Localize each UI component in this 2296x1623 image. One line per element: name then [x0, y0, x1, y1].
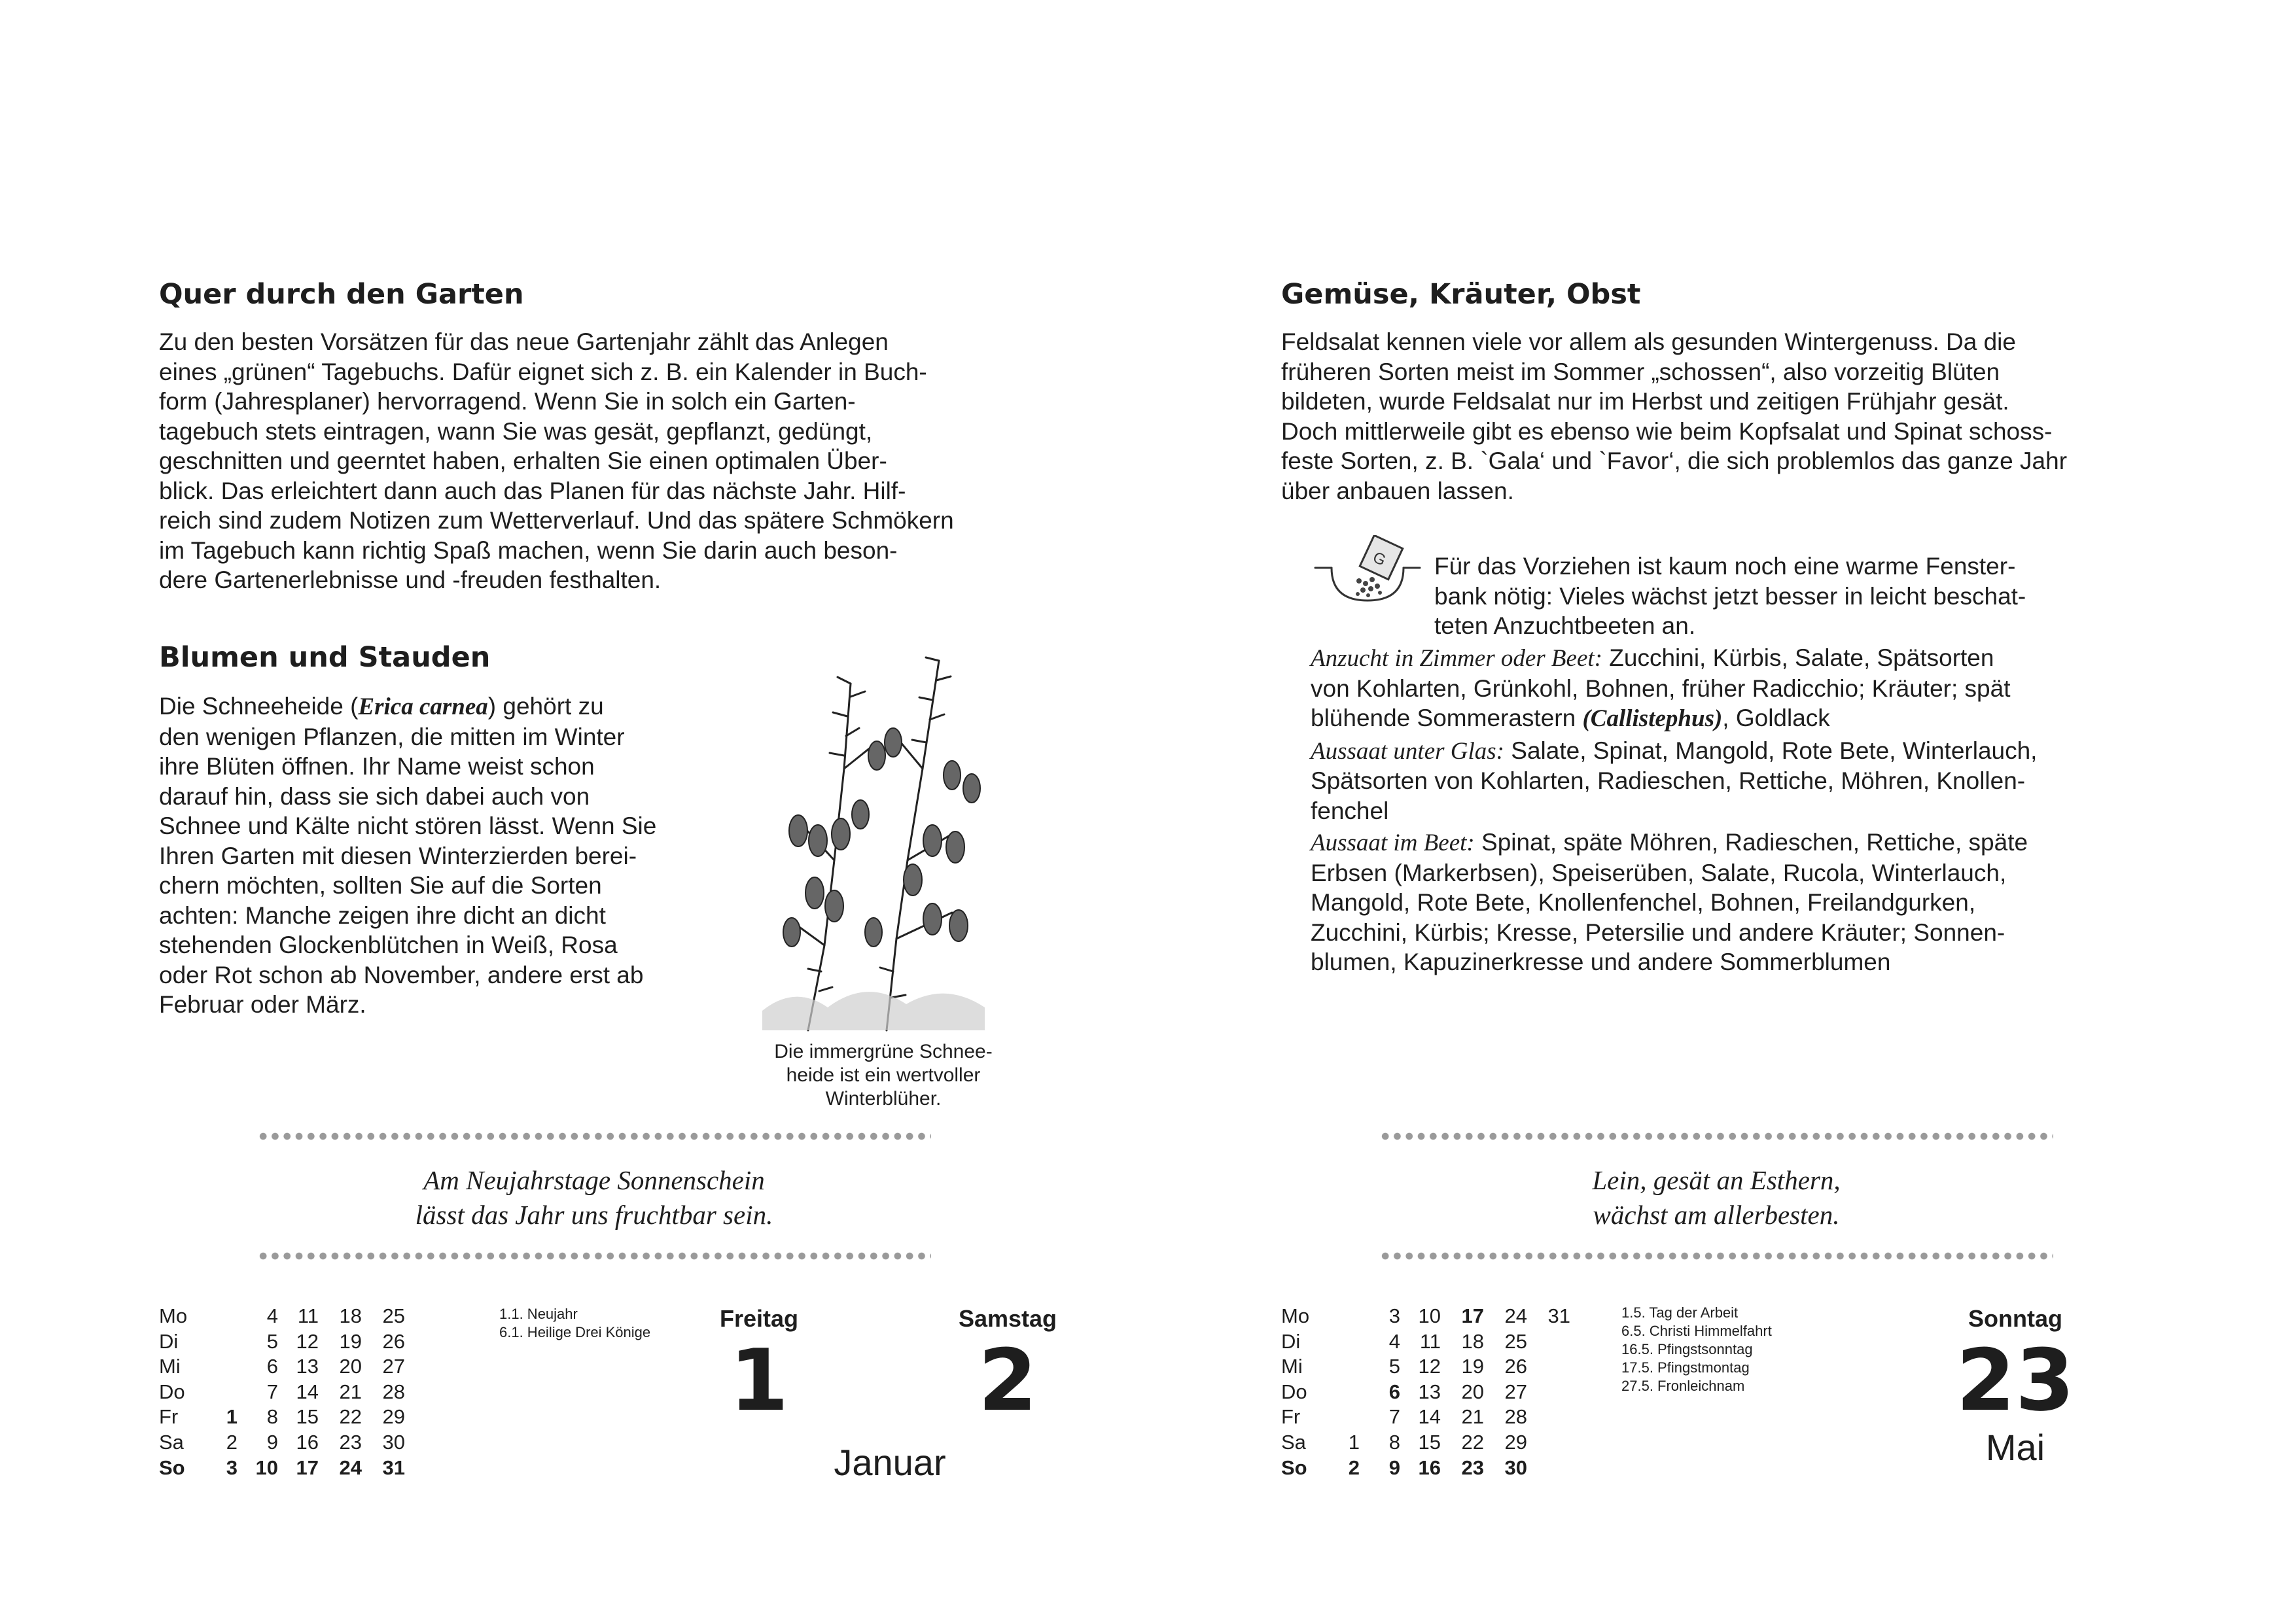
calendar-day: 31	[382, 1456, 405, 1479]
text-line: teten Anzuchtbeeten an.	[1434, 612, 1696, 639]
calendar-day: 7	[266, 1380, 278, 1403]
text-line: Doch mittlerweile gibt es ebenso wie beim Kopfsalat und Spinat schoss-	[1281, 417, 2053, 445]
weekday-sonntag: Sonntag	[1968, 1305, 2062, 1332]
garden-paragraph	[159, 327, 954, 595]
calendar-day: 15	[1418, 1430, 1441, 1454]
text-line: Februar oder März.	[159, 991, 366, 1018]
calendar-day	[1527, 1354, 1570, 1380]
sowing-list: Anzucht in Zimmer oder Beet: Zucchini, Kürbis, Salate, Spätsorten von Kohlarten, Grünkohl, Bohnen, früher Radicchio; Kräuter; spät blühende Sommerastern (Callistephus), Goldlack Aussaat unter Glas: Salate, Spinat, Mangold, Rote Bete, Winterlauch, Spätsorten von Kohlarten, Radieschen, Rettiche, Möhren, Knollen- fenchel Aussaat im Beet: Spinat, späte Möhren, Radieschen, Rettiche, späte Erbsen (Markerbsen), Speiserüben, Salate, Rucola, Winterlauch, Mangold, Rote Bete, Knollenfenchel, Bohnen, Freilandgurken, Zucchini, Kürbis; Kresse, Petersilie und andere Kräuter; Sonnen- blumen, Kapuzinerkresse und andere Sommerblumen	[1311, 643, 2037, 977]
calendar-day: 27	[1504, 1380, 1527, 1403]
calendar-day	[1347, 1354, 1360, 1380]
text-line: Zu den besten Vorsätzen für das neue Gartenjahr zählt das Anlegen	[159, 328, 889, 355]
dotted-divider-bottom-left	[257, 1252, 931, 1260]
calendar-day: 24	[339, 1456, 362, 1479]
text-line: tagebuch stets eintragen, wann Sie was gesät, gepflanzt, gedüngt,	[159, 417, 873, 445]
text-line: feste Sorten, z. B. `Gala‘ und `Favor‘, die sich problemlos das ganze Jahr	[1281, 447, 2068, 474]
calendar-day: 14	[1418, 1405, 1441, 1429]
date-number-23: 23	[1956, 1331, 2075, 1430]
text-line: geschnitten und geerntet haben, erhalten Sie einen optimalen Über-	[159, 447, 887, 474]
calendar-day: 2	[1348, 1456, 1360, 1479]
calendar-day: 23	[339, 1430, 362, 1454]
calendar-day	[224, 1329, 238, 1355]
calendar-day	[1527, 1456, 1570, 1481]
proverb-right	[1379, 1163, 2053, 1232]
calendar-day	[1527, 1405, 1570, 1430]
calendar-day: 22	[1461, 1430, 1484, 1454]
calendar-day: 30	[382, 1430, 405, 1454]
date-number-2: 2	[978, 1331, 1038, 1430]
text-line: dere Gartenerlebnisse und -freuden festhalten.	[159, 567, 662, 593]
calendar-day: 17	[296, 1456, 319, 1479]
calendar-day: 13	[296, 1355, 319, 1378]
text-line: bildeten, wurde Feldsalat nur im Herbst und zeitigen Frühjahr gesät.	[1281, 388, 2009, 415]
calendar-day: 29	[1504, 1430, 1527, 1454]
text-line: Erbsen (Markerbsen), Speiserüben, Salate, Rucola, Winterlauch,	[1311, 859, 2007, 886]
calendar-day: 6	[266, 1355, 278, 1378]
weekday-samstag: Samstag	[958, 1305, 1057, 1332]
weekday-label: Mo	[159, 1304, 188, 1327]
calendar-day: 18	[1461, 1329, 1484, 1353]
text-line: achten: Manche zeigen ihre dicht an dicht	[159, 901, 606, 929]
calendar-row	[159, 1456, 405, 1481]
svg-text:G: G	[1369, 548, 1389, 570]
holiday-list-may	[1621, 1304, 1772, 1395]
calendar-day: 8	[1388, 1430, 1400, 1454]
calendar-row	[1281, 1354, 1570, 1380]
text-line: form (Jahresplaner) hervorragend. Wenn Sie in solch ein Garten-	[159, 388, 856, 415]
calendar-row	[159, 1304, 405, 1329]
calendar-day: 12	[1418, 1355, 1441, 1378]
weekday-label: Fr	[159, 1405, 179, 1429]
caption-line: heide ist ein wertvoller	[786, 1064, 981, 1086]
text-line: den wenigen Pflanzen, die mitten im Winter	[159, 723, 625, 750]
calendar-day: 10	[1418, 1304, 1441, 1327]
calendar-day	[1347, 1405, 1360, 1430]
calendar-day: 30	[1504, 1456, 1527, 1479]
weekday-label: Mo	[1281, 1304, 1310, 1327]
calendar-day: 26	[382, 1329, 405, 1353]
calendar-day: 31	[1547, 1304, 1570, 1327]
calendar-day: 4	[1388, 1329, 1400, 1353]
text-line: blick. Das erleichtert dann auch das Planen für das nächste Jahr. Hilf-	[159, 477, 906, 504]
text-line: Mangold, Rote Bete, Knollenfenchel, Bohnen, Freilandgurken,	[1311, 889, 1976, 916]
weekday-label: Mi	[1281, 1355, 1303, 1378]
weekday-label: Fr	[1281, 1405, 1301, 1429]
heather-paragraph: Die Schneeheide (Erica carnea) gehört zu den wenigen Pflanzen, die mitten im Winter ihre Blüten öffnen. Ihr Name weist schon darauf hin, dass sie sich dabei auch von Schnee und Kälte nicht stören lässt. Wenn Sie Ihren Garten mit diesen Winterzierden berei- chern möchten, sollten Sie auf die Sorten achten: Manche zeigen ihre dicht an dicht stehenden Glockenblütchen in Weiß, Rosa oder Rot schon ab November, andere erst ab Februar oder März.	[159, 691, 656, 1020]
calendar-day: 10	[255, 1456, 278, 1479]
dotted-divider-bottom-right	[1379, 1252, 2053, 1260]
proverb-line: Am Neujahrstage Sonnenschein	[423, 1165, 765, 1195]
proverb-line: lässt das Jahr uns fruchtbar sein.	[415, 1200, 773, 1230]
caption-line: Die immergrüne Schnee-	[774, 1041, 993, 1062]
text-line: Für das Vorziehen ist kaum noch eine warme Fenster-	[1434, 553, 2016, 580]
calendar-row	[1281, 1456, 1570, 1481]
weekday-label: So	[1281, 1456, 1307, 1479]
calendar-day: 22	[339, 1405, 362, 1429]
heading-gemuese-kraeuter-obst: Gemüse, Kräuter, Obst	[1281, 278, 1641, 311]
holiday-item: 6.1. Heilige Drei Könige	[499, 1324, 651, 1340]
calendar-row	[1281, 1329, 1570, 1355]
month-januar: Januar	[834, 1442, 946, 1483]
calendar-day: 28	[1504, 1405, 1527, 1429]
calendar-day: 7	[1388, 1405, 1400, 1429]
mini-calendar-may	[1281, 1304, 1570, 1480]
text-line: im Tagebuch kann richtig Spaß machen, wenn Sie darin auch beson-	[159, 536, 898, 564]
heather-caption	[746, 1040, 1021, 1111]
text-line: reich sind zudem Notizen zum Wetterverlauf. Und das spätere Schmökern	[159, 507, 954, 534]
weekday-label: Di	[1281, 1329, 1301, 1353]
calendar-row	[1281, 1380, 1570, 1405]
text-line: stehenden Glockenblütchen in Weiß, Rosa	[159, 932, 618, 958]
calendar-row	[1281, 1304, 1570, 1329]
calendar-day: 26	[1504, 1355, 1527, 1378]
vegetable-paragraph	[1281, 327, 2067, 506]
calendar-row	[159, 1405, 405, 1430]
weekday-freitag: Freitag	[719, 1305, 799, 1332]
proverb-line: Lein, gesät an Esthern,	[1592, 1165, 1841, 1195]
dotted-divider-top-left	[257, 1132, 931, 1140]
calendar-day: 8	[266, 1405, 278, 1429]
calendar-day: 19	[1461, 1355, 1484, 1378]
calendar-row	[159, 1329, 405, 1355]
calendar-row	[159, 1354, 405, 1380]
calendar-row	[159, 1430, 405, 1456]
heading-blumen-und-stauden: Blumen und Stauden	[159, 641, 491, 674]
text-line: über anbauen lassen.	[1281, 477, 1514, 504]
text-line: früheren Sorten meist im Sommer „schossen“, also vorzeitig Blüten	[1281, 358, 2000, 385]
calendar-day: 21	[1461, 1405, 1484, 1429]
calendar-day: 18	[339, 1304, 362, 1327]
proverb-line: wächst am allerbesten.	[1593, 1200, 1840, 1230]
calendar-day: 24	[1504, 1304, 1527, 1327]
holiday-item: 27.5. Fronleichnam	[1621, 1378, 1745, 1394]
calendar-day: 11	[1419, 1329, 1441, 1353]
calendar-day: 1	[226, 1405, 238, 1429]
calendar-day: 19	[339, 1329, 362, 1353]
calendar-day	[224, 1354, 238, 1380]
calendar-day: 25	[1504, 1329, 1527, 1353]
calendar-day: 16	[1418, 1456, 1441, 1479]
weekday-label: Di	[159, 1329, 179, 1353]
calendar-day: 5	[266, 1329, 278, 1353]
calendar-day	[224, 1304, 238, 1329]
calendar-day	[1347, 1329, 1360, 1355]
holiday-item: 16.5. Pfingstsonntag	[1621, 1341, 1753, 1357]
weekday-label: So	[159, 1456, 185, 1479]
calendar-day	[1347, 1304, 1360, 1329]
weekday-label: Sa	[159, 1430, 184, 1454]
calendar-day: 20	[1461, 1380, 1484, 1403]
calendar-day: 28	[382, 1380, 405, 1403]
text-line: Spätsorten von Kohlarten, Radieschen, Rettiche, Möhren, Knollen-	[1311, 767, 2026, 794]
text-line: Feldsalat kennen viele vor allem als gesunden Wintergenuss. Da die	[1281, 328, 2016, 355]
calendar-day: 3	[1388, 1304, 1400, 1327]
text-line: oder Rot schon ab November, andere erst ab	[159, 961, 644, 988]
text-line: Zucchini, Kürbis; Kresse, Petersilie und andere Kräuter; Sonnen-	[1311, 918, 2005, 946]
calendar-day: 3	[226, 1456, 238, 1479]
calendar-day: 13	[1418, 1380, 1441, 1403]
calendar-day: 11	[297, 1304, 319, 1327]
text-line: blumen, Kapuzinerkresse und andere Sommerblumen	[1311, 949, 1891, 975]
text-line: darauf hin, dass sie sich dabei auch von	[159, 782, 590, 810]
calendar-day: 15	[296, 1405, 319, 1429]
proverb-left	[257, 1163, 931, 1232]
mini-calendar-january	[159, 1304, 405, 1480]
weekday-label: Do	[1281, 1380, 1307, 1403]
calendar-day: 6	[1388, 1380, 1400, 1403]
holiday-list-january	[499, 1305, 650, 1342]
text-line: eines „grünen“ Tagebuchs. Dafür eignet sich z. B. ein Kalender in Buch-	[159, 358, 927, 385]
holiday-item: 1.5. Tag der Arbeit	[1621, 1304, 1739, 1321]
calendar-day: 29	[382, 1405, 405, 1429]
calendar-day: 16	[296, 1430, 319, 1454]
calendar-row	[1281, 1405, 1570, 1430]
month-mai: Mai	[1985, 1427, 2045, 1468]
text-line: Schnee und Kälte nicht stören lässt. Wenn Sie	[159, 812, 657, 839]
weekday-label: Sa	[1281, 1430, 1306, 1454]
calendar-row	[1281, 1430, 1570, 1456]
text-line: Ihren Garten mit diesen Winterzierden berei-	[159, 842, 637, 869]
dotted-divider-top-right	[1379, 1132, 2053, 1140]
calendar-day: 25	[382, 1304, 405, 1327]
calendar-day: 9	[266, 1430, 278, 1454]
calendar-day	[1527, 1430, 1570, 1456]
heather-illustration	[736, 644, 1037, 1037]
text-line: chern möchten, sollten Sie auf die Sorten	[159, 872, 602, 899]
calendar-day: 27	[382, 1355, 405, 1378]
calendar-day	[1527, 1380, 1570, 1405]
holiday-item: 6.5. Christi Himmelfahrt	[1621, 1323, 1772, 1339]
caption-line: Winterblüher.	[825, 1088, 942, 1109]
calendar-day: 12	[296, 1329, 319, 1353]
holiday-item: 17.5. Pfingstmontag	[1621, 1359, 1750, 1376]
calendar-day: 9	[1388, 1456, 1400, 1479]
text-line: fenchel	[1311, 797, 1389, 824]
calendar-day: 14	[296, 1380, 319, 1403]
text-line: bank nötig: Vieles wächst jetzt besser in leicht beschat-	[1434, 582, 2026, 610]
calendar-day: 4	[266, 1304, 278, 1327]
calendar-day: 1	[1348, 1430, 1360, 1454]
weekday-label: Mi	[159, 1355, 181, 1378]
date-number-1: 1	[729, 1331, 789, 1430]
calendar-day: 20	[339, 1355, 362, 1378]
calendar-day	[224, 1380, 238, 1405]
seed-packet-icon	[1312, 535, 1423, 614]
calendar-day: 21	[339, 1380, 362, 1403]
weekday-label: Do	[159, 1380, 185, 1403]
calendar-day: 2	[226, 1430, 238, 1454]
tip-paragraph	[1434, 551, 2026, 641]
calendar-row	[159, 1380, 405, 1405]
text-line: ihre Blüten öffnen. Ihr Name weist schon	[159, 753, 595, 780]
calendar-day: 23	[1461, 1456, 1484, 1479]
heading-quer-durch-den-garten: Quer durch den Garten	[159, 278, 524, 311]
calendar-day	[1347, 1380, 1360, 1405]
calendar-day	[1527, 1329, 1570, 1355]
calendar-day: 5	[1388, 1355, 1400, 1378]
holiday-item: 1.1. Neujahr	[499, 1306, 578, 1322]
calendar-day: 17	[1461, 1304, 1484, 1327]
